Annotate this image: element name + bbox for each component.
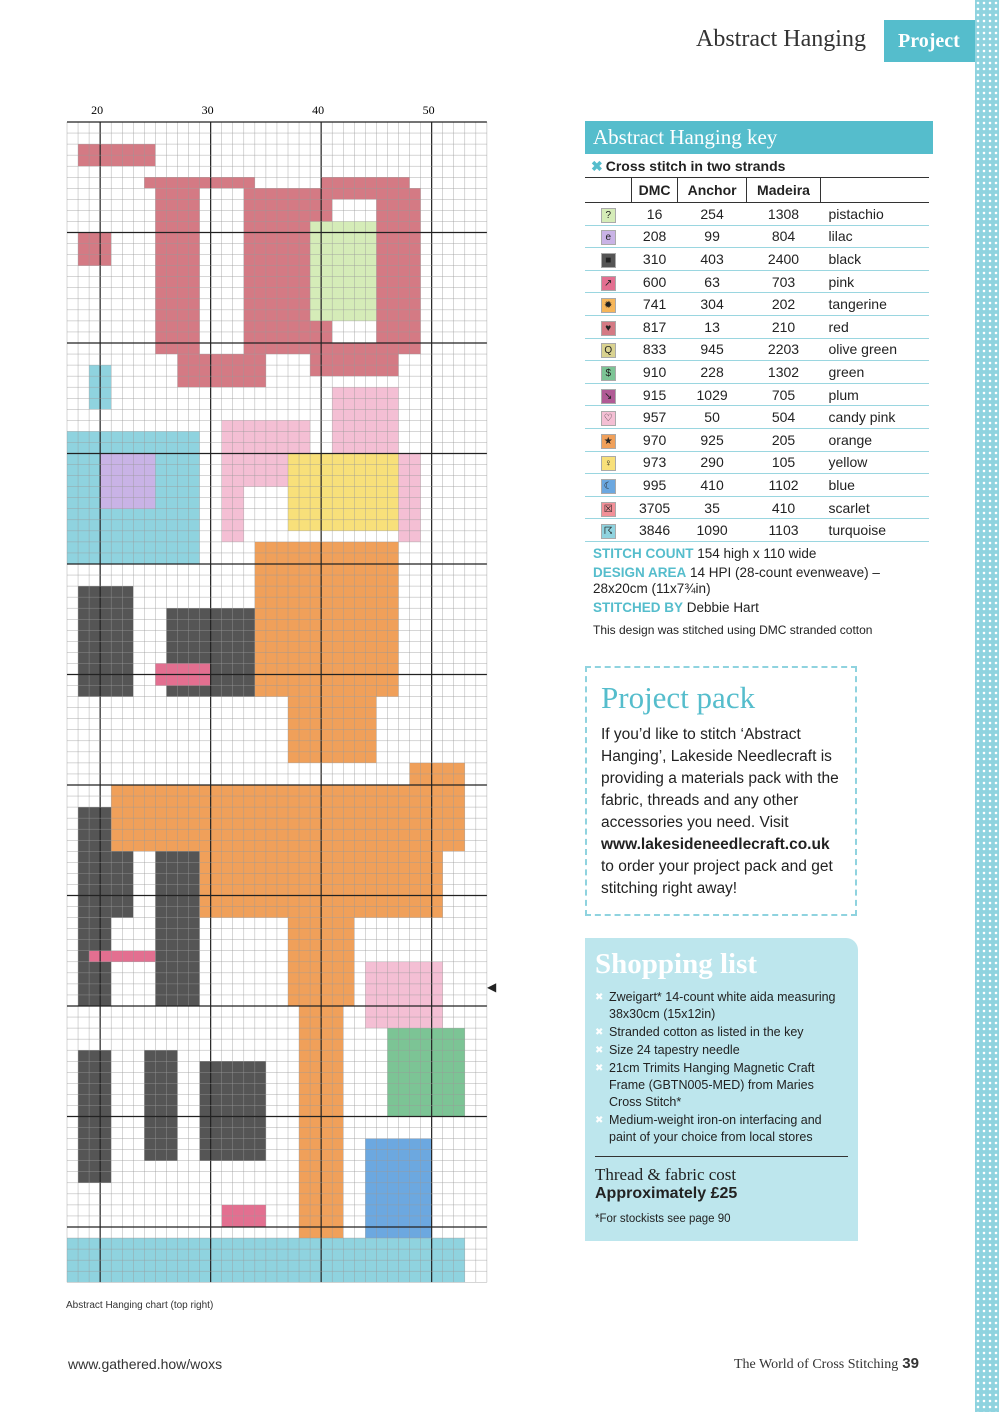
key-row — [585, 338, 929, 361]
shopping-list-box — [585, 938, 858, 1241]
key-name: black — [821, 248, 930, 271]
key-anchor: 945 — [678, 338, 747, 361]
thread-symbol-icon: ☾ — [601, 479, 616, 494]
shopping-item: ✖ 21cm Trimits Hanging Magnetic Craft Frame (GBTN005-MED) from Maries Cross Stitch* — [595, 1060, 848, 1111]
axis-number: 50 — [422, 103, 435, 117]
key-anchor: 228 — [678, 361, 747, 384]
key-name: blue — [821, 474, 930, 497]
key-row — [585, 496, 929, 519]
key-name: tangerine — [821, 293, 930, 316]
key-name: candy pink — [821, 406, 930, 429]
key-dmc: 833 — [632, 338, 678, 361]
key-header-anchor: Anchor — [678, 178, 747, 203]
key-row — [585, 248, 929, 271]
chart-caption: Abstract Hanging chart (top right) — [66, 1300, 214, 1311]
thread-symbol-icon: ♥ — [601, 321, 616, 336]
key-body — [585, 203, 929, 542]
key-row — [585, 519, 929, 542]
key-dmc: 16 — [632, 203, 678, 226]
key-row — [585, 383, 929, 406]
key-symbol — [585, 496, 632, 519]
stitch-note: This design was stitched using DMC stranded cotton — [593, 623, 873, 637]
thread-symbol-icon: ✹ — [601, 298, 616, 313]
key-anchor: 1029 — [678, 383, 747, 406]
key-madeira: 2203 — [746, 338, 820, 361]
thread-symbol-icon: Q — [601, 343, 616, 358]
key-madeira: 202 — [746, 293, 820, 316]
key-anchor: 99 — [678, 225, 747, 248]
key-anchor: 50 — [678, 406, 747, 429]
footer-url[interactable]: www.gathered.how/woxs — [68, 1356, 223, 1372]
axis-number: 30 — [201, 103, 214, 117]
key-anchor: 35 — [678, 496, 747, 519]
thread-symbol-icon: ★ — [601, 434, 616, 449]
cross-stitch-chart — [66, 100, 491, 1290]
key-dmc: 915 — [632, 383, 678, 406]
key-row — [585, 361, 929, 384]
key-symbol — [585, 248, 632, 271]
key-header-dmc: DMC — [632, 178, 678, 203]
key-dmc: 600 — [632, 270, 678, 293]
key-name: pistachio — [821, 203, 930, 226]
shopping-item: ✖ Medium-weight iron-on interfacing and paint of your choice from local stores — [595, 1112, 848, 1146]
key-dmc: 3705 — [632, 496, 678, 519]
section-title: Abstract Hanging — [696, 26, 866, 52]
thread-symbol-icon: ♡ — [601, 411, 616, 426]
stitch-block-red — [78, 233, 111, 266]
key-row — [585, 428, 929, 451]
thread-symbol-icon: ■ — [601, 253, 616, 268]
key-madeira: 2400 — [746, 248, 820, 271]
key-anchor: 63 — [678, 270, 747, 293]
key-subtitle-text: Cross stitch in two strands — [605, 158, 786, 174]
key-name: pink — [821, 270, 930, 293]
key-anchor: 13 — [678, 315, 747, 338]
shopping-list-title: Shopping list — [595, 948, 758, 980]
key-symbol — [585, 451, 632, 474]
page-number: 39 — [902, 1355, 919, 1372]
key-anchor: 925 — [678, 428, 747, 451]
key-row — [585, 203, 929, 226]
key-name: orange — [821, 428, 930, 451]
key-row — [585, 293, 929, 316]
stockists-note: *For stockists see page 90 — [595, 1213, 731, 1225]
key-header-symbol — [585, 178, 632, 203]
key-madeira: 410 — [746, 496, 820, 519]
shopping-item: ✖ Size 24 tapestry needle — [595, 1042, 848, 1059]
key-madeira: 804 — [746, 225, 820, 248]
key-dmc: 970 — [632, 428, 678, 451]
key-madeira: 105 — [746, 451, 820, 474]
thread-symbol-icon: ↘ — [601, 389, 616, 404]
key-symbol — [585, 338, 632, 361]
shopping-list — [595, 989, 848, 1146]
chart-center-arrow: ◀ — [487, 980, 497, 994]
key-symbol — [585, 315, 632, 338]
key-anchor: 254 — [678, 203, 747, 226]
thread-symbol-icon: ↗ — [601, 276, 616, 291]
key-name: scarlet — [821, 496, 930, 519]
key-title: Abstract Hanging key — [585, 121, 933, 154]
key-dmc: 910 — [632, 361, 678, 384]
key-header-name — [821, 178, 930, 203]
key-madeira: 1103 — [746, 519, 820, 542]
key-row — [585, 406, 929, 429]
key-madeira: 1302 — [746, 361, 820, 384]
key-name: olive green — [821, 338, 930, 361]
key-madeira: 210 — [746, 315, 820, 338]
cross-icon: ✖ — [591, 158, 603, 174]
thread-symbol-icon: $ — [601, 366, 616, 381]
key-anchor: 1090 — [678, 519, 747, 542]
key-subtitle — [591, 158, 933, 175]
thread-symbol-icon: e — [601, 230, 616, 245]
key-symbol — [585, 293, 632, 316]
chart-axis-numbers — [91, 103, 435, 117]
key-madeira: 705 — [746, 383, 820, 406]
key-madeira: 703 — [746, 270, 820, 293]
thread-symbol-icon: ? — [601, 208, 616, 223]
key-symbol — [585, 361, 632, 384]
key-symbol — [585, 270, 632, 293]
thread-symbol-icon: ☒ — [601, 502, 616, 517]
shopping-item: ✖ Stranded cotton as listed in the key — [595, 1024, 848, 1041]
key-row — [585, 315, 929, 338]
project-pack-title: Project pack — [601, 680, 756, 715]
key-row — [585, 270, 929, 293]
key-dmc: 973 — [632, 451, 678, 474]
key-symbol — [585, 406, 632, 429]
key-name: plum — [821, 383, 930, 406]
key-anchor: 403 — [678, 248, 747, 271]
key-row — [585, 225, 929, 248]
key-header-madeira: Madeira — [746, 178, 820, 203]
key-dmc: 817 — [632, 315, 678, 338]
decorative-dot-strip — [975, 0, 999, 1412]
key-anchor: 410 — [678, 474, 747, 497]
stitch-block-lilac — [100, 454, 155, 509]
key-madeira: 1102 — [746, 474, 820, 497]
footer-magazine: The World of Cross Stitching 39 — [734, 1355, 919, 1372]
chart-meta — [593, 546, 933, 641]
key-dmc: 741 — [632, 293, 678, 316]
key-row — [585, 474, 929, 497]
stitched-by: STITCHED BY Debbie Hart — [593, 600, 759, 615]
key-name: turquoise — [821, 519, 930, 542]
stitch-count: STITCH COUNT 154 high x 110 wide — [593, 546, 817, 561]
key-symbol — [585, 474, 632, 497]
key-name: lilac — [821, 225, 930, 248]
key-symbol — [585, 428, 632, 451]
thread-key — [585, 121, 933, 542]
key-madeira: 1308 — [746, 203, 820, 226]
thread-symbol-icon: ☈ — [601, 524, 616, 539]
section-tab: Project — [884, 20, 975, 62]
cost-label: Thread & fabric cost — [595, 1165, 737, 1184]
key-dmc: 208 — [632, 225, 678, 248]
key-dmc: 3846 — [632, 519, 678, 542]
key-row — [585, 451, 929, 474]
project-pack-link[interactable]: www.lakesideneedlecraft.co.uk — [601, 836, 830, 853]
key-anchor: 290 — [678, 451, 747, 474]
key-dmc: 957 — [632, 406, 678, 429]
key-symbol — [585, 225, 632, 248]
key-anchor: 304 — [678, 293, 747, 316]
divider — [595, 1156, 848, 1157]
key-table — [585, 177, 929, 542]
key-name: yellow — [821, 451, 930, 474]
key-name: green — [821, 361, 930, 384]
key-madeira: 504 — [746, 406, 820, 429]
axis-number: 40 — [312, 103, 325, 117]
cost-value: Approximately £25 — [595, 1185, 738, 1202]
key-name: red — [821, 315, 930, 338]
shopping-item: ✖ Zweigart* 14-count white aida measuring 38x30cm (15x12in) — [595, 989, 848, 1023]
project-pack-text: If you’d like to stitch ‘Abstract Hanging’, Lakeside Needlecraft is providing a materials pack with the fabric, threads and any other accessories you need. Visit www.lakesideneedlecraft.co.uk to order your project pack and get stitching right away! — [601, 726, 839, 897]
axis-number: 20 — [91, 103, 104, 117]
key-symbol — [585, 383, 632, 406]
project-pack-box — [585, 666, 857, 916]
key-symbol — [585, 519, 632, 542]
design-area: DESIGN AREA 14 HPI (28-count evenweave) – 28x20cm (11x7¾in) — [593, 565, 880, 596]
key-symbol — [585, 203, 632, 226]
key-madeira: 205 — [746, 428, 820, 451]
key-dmc: 310 — [632, 248, 678, 271]
key-dmc: 995 — [632, 474, 678, 497]
thread-symbol-icon: ♀ — [601, 456, 616, 471]
key-header-row — [585, 178, 929, 203]
